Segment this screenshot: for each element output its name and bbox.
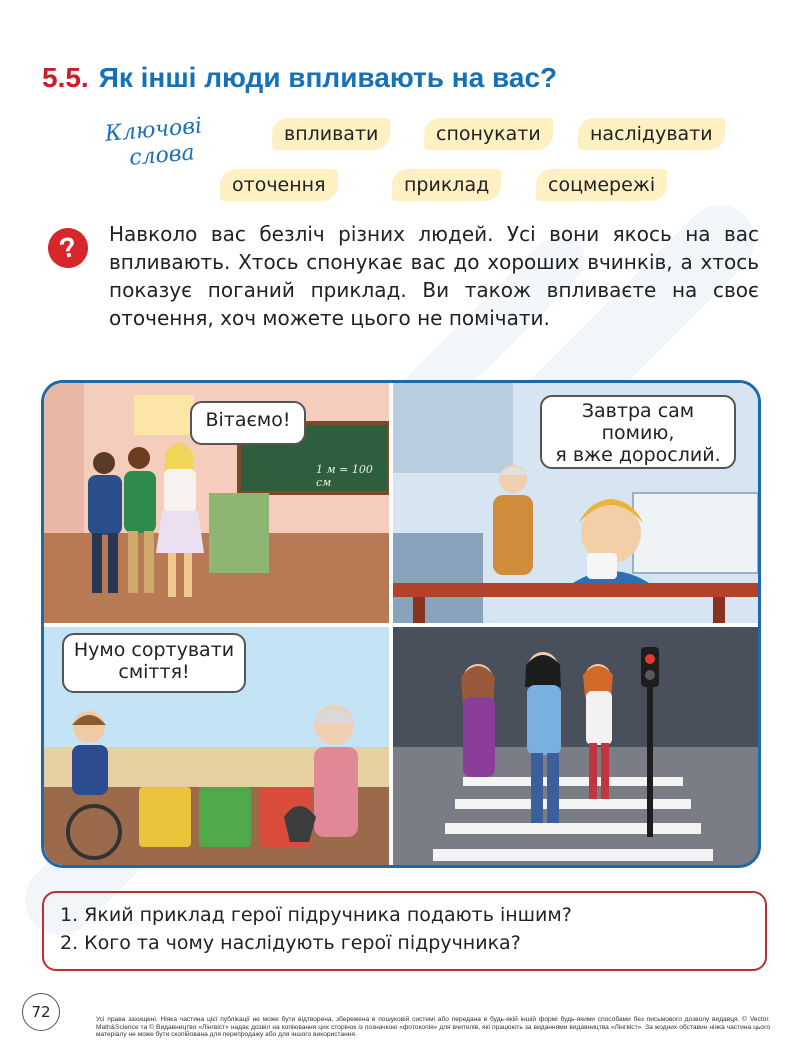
chalkboard-text: 1 м = 100 см: [316, 463, 373, 489]
keyword-tag: спонукати: [424, 118, 553, 150]
illustration-grid: [41, 380, 761, 868]
keyword-tag: наслідувати: [578, 118, 725, 150]
lesson-title: [42, 62, 557, 94]
question-item: 1. Який приклад герої підручника подають іншим?: [60, 904, 572, 926]
speech-bubble: [190, 401, 306, 445]
speech-line: сміття!: [118, 661, 190, 683]
speech-bubble: [62, 633, 246, 693]
questions-box: [42, 891, 767, 971]
keyword-tag: оточення: [220, 169, 338, 201]
keyword-tag: приклад: [392, 169, 501, 201]
page-number: 72: [22, 993, 60, 1031]
crosswalk-illustration: [393, 627, 758, 865]
intro-paragraph: Навколо вас безліч різних людей. Усі вони якось на вас впливають. Хтось спонукає вас до хороших вчинків, а хтось показує поганий приклад. Ви також впливаєте на своє оточення, хоч можете цього не помічати.: [109, 222, 759, 330]
panel-recycling: [44, 627, 389, 865]
question-item: 2. Кого та чому наслідують герої підручника?: [60, 932, 521, 954]
speech-line: я вже дорослий.: [555, 444, 721, 466]
lesson-title-text: Як інші люди впливають на вас?: [98, 62, 558, 93]
speech-bubble: [540, 395, 736, 469]
speech-line: Завтра сам: [581, 400, 695, 422]
lesson-number: 5.5.: [42, 62, 89, 93]
keyword-tag: впливати: [272, 118, 390, 150]
panel-kitchen: [393, 383, 758, 623]
copyright-notice: Усі права захищені. Ніяка частина цієї публікації не може бути відтворена, збережена в пошуковій системі або передана в будь-якій іншій формі будь-якими способами без письмового дозволу видавця. © Vector. Math&Science та © Видавництво «Лінгвіст» надає дозвіл на копіювання цих сторінок із позначкою «фотокопія» для вчителів, які працюють за виданнями видавництва «Лінгвіст». За жодних обставин ніяка частина цього матеріалу не може бути скопійована для перепродажу або для іншого використання.: [96, 1016, 770, 1039]
question-mark-icon: ?: [44, 224, 91, 271]
speech-line: Вітаємо!: [205, 409, 291, 431]
speech-line: помию,: [601, 422, 675, 444]
panel-classroom: [44, 383, 389, 623]
keywords-label-line1: Ключові: [104, 113, 203, 147]
speech-line: Нумо сортувати: [73, 639, 235, 661]
keywords-label: [104, 111, 238, 174]
keyword-tag: соцмережі: [536, 169, 667, 201]
keywords-label-line2: слова: [128, 140, 196, 171]
panel-crosswalk: [393, 627, 758, 865]
